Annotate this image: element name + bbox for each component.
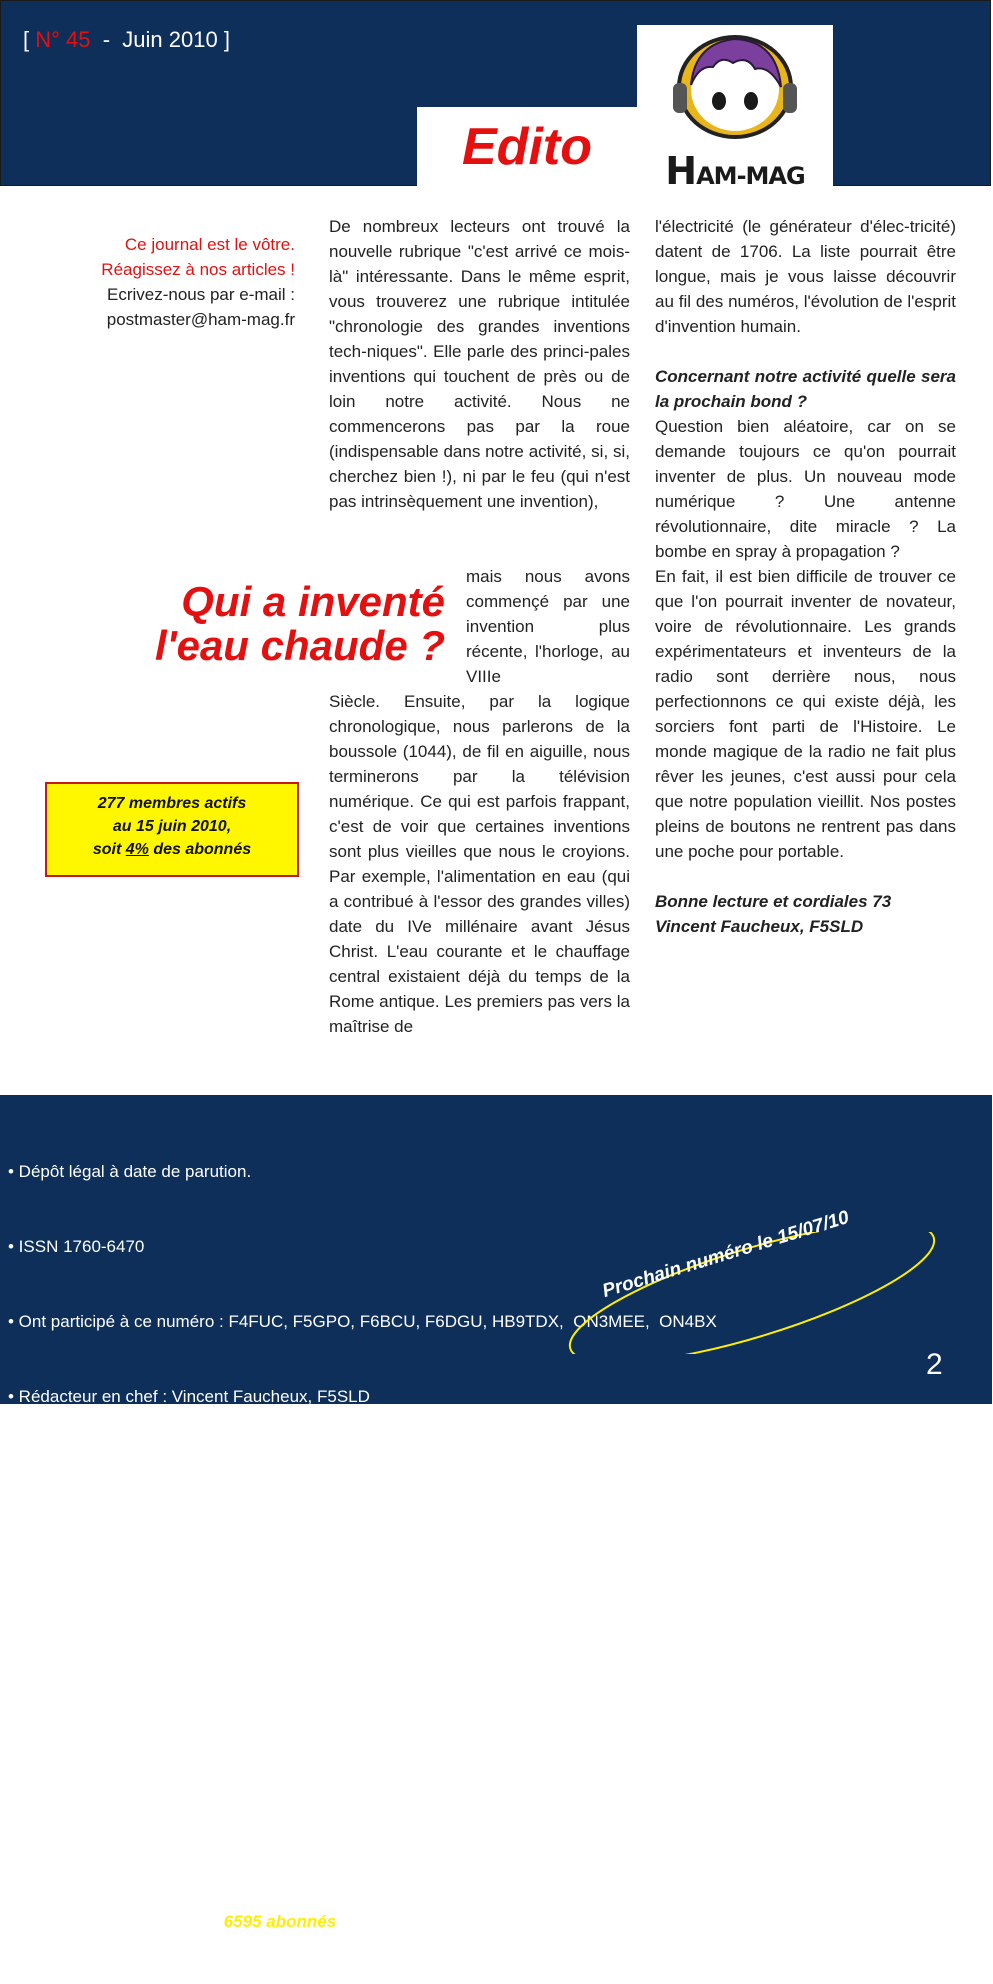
members-pre: soit [92, 841, 126, 858]
spacer [655, 864, 956, 889]
edito-title: Edito [462, 118, 592, 176]
reader-invite [101, 232, 295, 332]
article-paragraph: De nombreux lecteurs ont trouvé la nouvelle rubrique "c'est arrivé ce mois-là" intéressante. Dans le même esprit, vous trouverez une rubrique intitulée "chronologie des grandes inventions tech-niques". Elle parle des princi-pales inventions qui touchent de près ou de loin notre activité. Nous ne commencerons pas par la roue (indispensable dans notre activité, si, si, cherchez bien !), ni par le feu (qui n'est pas intrinsèquement une invention), [329, 217, 630, 511]
issue-date: - Juin 2010 ] [90, 27, 230, 52]
subscribers-pre: • Ce numéro a été envoyé à [8, 1912, 224, 1931]
article-paragraph: Question bien aléatoire, car on se demande toujours ce qu'on pourrait inventer de plus. Un nouveau mode numérique ? Une antenne révolutionnaire, dite miracle ? La bombe en spray à propagation ? [655, 417, 956, 561]
credit-item: • Ham-mag © Association loi 1901 N°W595016274 [8, 1612, 410, 1631]
article-title-line-2: l'eau chaude ? [154, 622, 445, 669]
article-paragraph: mais nous avons commençé par une invention plus récente, l'horloge, au VIIIe [466, 567, 630, 686]
subscribers-post: . [336, 1912, 341, 1931]
article-title-line-1: Qui a inventé [181, 578, 445, 625]
members-line-2: au 15 juin 2010, [112, 818, 232, 835]
issue-number: N° 45 [35, 27, 91, 52]
article-column-1-top [329, 214, 630, 514]
ham-mag-logo [637, 25, 833, 193]
signature-line-2: Vincent Faucheux, F5SLD [655, 917, 864, 936]
members-callout [45, 782, 299, 877]
article-paragraph: Siècle. Ensuite, par la logique chronologique, nous parlerons de la boussole (1044), de fil en aiguille, nous terminerons par la télévision numérique. Ce qui est parfois frappant, c'est de voir que certaines inventions sont plus vieilles que nous le croyions. Par exemple, l'alimentation en eau (qui a contribué à l'essor des grandes villes) date du IVe millénaire avant Jésus Christ. L'eau courante et le chauffage central existaient déjà du temps de la Rome antique. Les premiers pas vers la maîtrise de [329, 692, 630, 1036]
credit-item-website: • Site Web : http://www.ham-mag.fr [8, 1687, 272, 1706]
page-number: 2 [926, 1348, 943, 1381]
credit-item: • Ont participé à ce numéro : F4FUC, F5GPO, F6BCU, F6DGU, HB9TDX, ON3MEE, ON4BX [8, 1312, 717, 1331]
next-issue-date: Prochain numéro le 15/07/10 [600, 1206, 852, 1303]
logo-letter-h: H [665, 149, 697, 193]
invite-line-2: Réagissez à nos articles ! [101, 260, 295, 279]
members-line-3 [47, 838, 297, 861]
credit-item: • Dépôt légal à date de parution. [8, 1162, 252, 1181]
credit-item-subscribers [8, 1909, 717, 1934]
article-paragraph: l'électricité (le générateur d'élec-tricité) datent de 1706. La liste pourrait être longue, mais je vous laisse découvrir au fil des numéros, l'évolution de l'esprit d'invention humain. [655, 217, 956, 336]
credit-item: • Conception graphique : V.N.A.C.E. [8, 1537, 280, 1556]
credit-item: • Comité de lecture : F4FUC, F5OZK, F5SLD, ON7SEB. [8, 1462, 436, 1481]
invite-line-1: Ce journal est le vôtre. [124, 235, 295, 254]
logo-letters-rest: AM-MAG [696, 162, 805, 190]
issue-bracket: [ [23, 27, 36, 52]
mascot-icon [637, 25, 833, 145]
article-paragraph: En fait, il est bien difficile de trouver ce que l'on pourrait inventer de novateur, voire de révolutionnaire. Les grands expérimentateurs et inventeurs de la radio sont derrière nous, nous perfectionnons ce qui existe déjà, les sorciers font parti de l'Histoire. Le monde magique de la radio ne fait plus rêver les jeunes, c'est aussi pour cela que notre population vieillit. Nos postes pleins de boutons ne rentrent pas dans une poche pour portable. [655, 567, 956, 861]
spacer [655, 339, 956, 364]
article-subheading: Concernant notre activité quelle sera la prochain bond ? [655, 367, 956, 411]
signature-line-1: Bonne lecture et cordiales 73 [655, 892, 892, 911]
edito-box [417, 107, 637, 187]
credit-item-contact: • Contact : postmaster@ham-mag.fr [8, 1762, 280, 1781]
members-percent: 4% [125, 841, 149, 858]
article-title [100, 580, 445, 668]
credit-item: • Rédacteur en chef : Vincent Faucheux, F5SLD [8, 1387, 370, 1406]
logo-wordmark [637, 149, 833, 193]
article-column-2 [655, 214, 956, 939]
spacer [8, 1834, 717, 1859]
subscribers-count: 6595 abonnés [223, 1912, 337, 1931]
members-line-1: 277 membres actifs [97, 795, 247, 812]
invite-email: postmaster@ham-mag.fr [106, 310, 295, 329]
invite-line-3: Ecrivez-nous par e-mail : [106, 285, 295, 304]
issue-label [23, 27, 230, 53]
credit-item: • ISSN 1760-6470 [8, 1237, 145, 1256]
article-column-1-wrap [466, 564, 630, 689]
article-column-1-bottom [329, 689, 630, 1039]
members-post: des abonnés [148, 841, 252, 858]
